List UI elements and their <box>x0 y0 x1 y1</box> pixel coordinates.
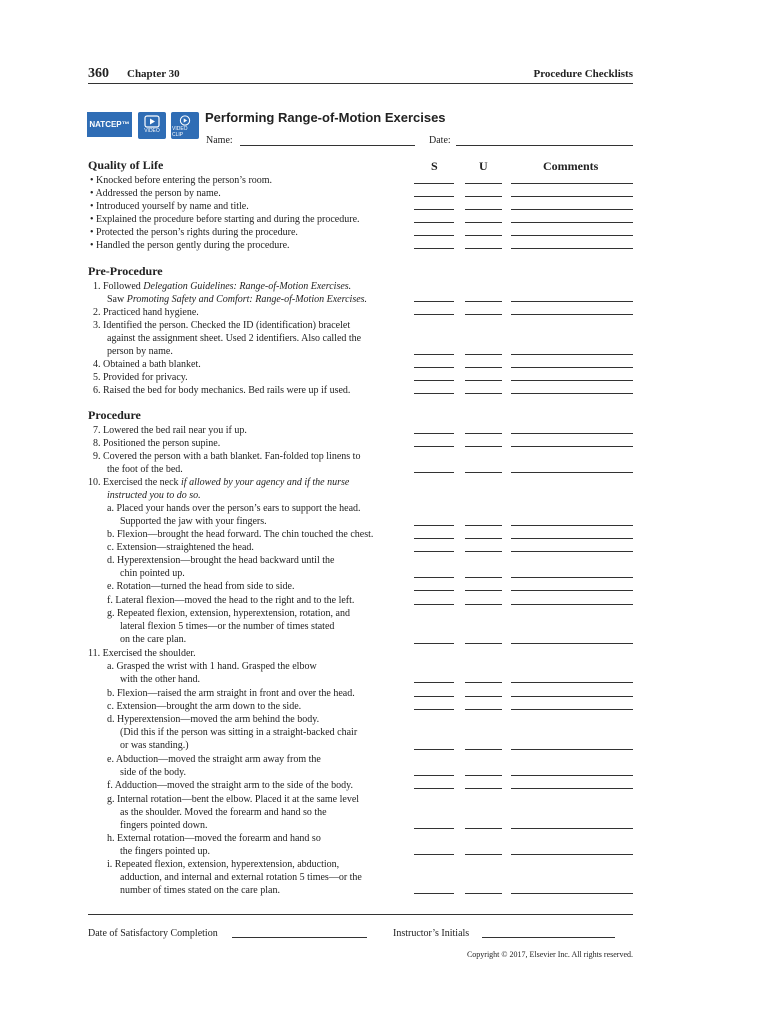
answer-line-u[interactable] <box>465 196 502 197</box>
answer-line-u[interactable] <box>465 354 502 355</box>
answer-line-s[interactable] <box>414 248 454 249</box>
list-item: the foot of the bed. <box>107 464 183 475</box>
answer-line-s[interactable] <box>414 222 454 223</box>
answer-line-u[interactable] <box>465 893 502 894</box>
answer-line-s[interactable] <box>414 380 454 381</box>
list-item: number of times stated on the care plan. <box>120 885 280 896</box>
list-item: h. External rotation—moved the forearm and hand so <box>107 833 321 844</box>
answer-line-comments[interactable] <box>511 248 633 249</box>
answer-line-u[interactable] <box>465 709 502 710</box>
answer-line-u[interactable] <box>465 604 502 605</box>
column-u: U <box>479 159 488 173</box>
answer-line-u[interactable] <box>465 775 502 776</box>
answer-line-s[interactable] <box>414 775 454 776</box>
answer-line-s[interactable] <box>414 643 454 644</box>
answer-line-u[interactable] <box>465 393 502 394</box>
section-heading-pre-procedure: Pre-Procedure <box>88 264 163 278</box>
list-item: • Knocked before entering the person’s room. <box>90 175 273 186</box>
answer-line-comments[interactable] <box>511 525 633 526</box>
list-item: with the other hand. <box>120 674 200 685</box>
answer-line-comments[interactable] <box>511 301 633 302</box>
column-s: S <box>431 159 438 173</box>
name-field[interactable] <box>240 145 415 146</box>
answer-line-s[interactable] <box>414 854 454 855</box>
answer-line-comments[interactable] <box>511 538 633 539</box>
answer-line-comments[interactable] <box>511 380 633 381</box>
answer-line-s[interactable] <box>414 828 454 829</box>
answer-line-comments[interactable] <box>511 577 633 578</box>
answer-line-s[interactable] <box>414 577 454 578</box>
list-item: 7. Lowered the bed rail near you if up. <box>93 425 247 436</box>
answer-line-comments[interactable] <box>511 367 633 368</box>
answer-line-s[interactable] <box>414 446 454 447</box>
answer-line-s[interactable] <box>414 314 454 315</box>
list-item: 5. Provided for privacy. <box>93 372 188 383</box>
list-item: c. Extension—brought the arm down to the side. <box>107 701 302 712</box>
copyright: Copyright © 2017, Elsevier Inc. All rights reserved. <box>466 950 633 959</box>
answer-line-comments[interactable] <box>511 696 633 697</box>
answer-line-s[interactable] <box>414 604 454 605</box>
answer-line-u[interactable] <box>465 446 502 447</box>
answer-line-u[interactable] <box>465 248 502 249</box>
list-item: e. Abduction—moved the straight arm away from the <box>107 754 321 765</box>
page-title: Performing Range-of-Motion Exercises <box>205 110 446 125</box>
answer-line-comments[interactable] <box>511 775 633 776</box>
answer-line-comments[interactable] <box>511 854 633 855</box>
answer-line-comments[interactable] <box>511 472 633 473</box>
answer-line-comments[interactable] <box>511 446 633 447</box>
answer-line-u[interactable] <box>465 209 502 210</box>
answer-line-s[interactable] <box>414 433 454 434</box>
list-item: e. Rotation—turned the head from side to side. <box>107 581 295 592</box>
answer-line-comments[interactable] <box>511 682 633 683</box>
list-item: adduction, and internal and external rotation 5 times—or the <box>120 872 362 883</box>
video-clip-badge-label: VIDEO CLIP <box>172 126 188 138</box>
video-badge-label: VIDEO <box>144 128 160 134</box>
answer-line-s[interactable] <box>414 551 454 552</box>
list-item: Saw Promoting Safety and Comfort: Range-of-Motion Exercises. <box>107 294 368 305</box>
answer-line-s[interactable] <box>414 525 454 526</box>
list-item: • Introduced yourself by name and title. <box>90 201 249 212</box>
natcep-badge: NATCEP™ <box>87 112 132 137</box>
answer-line-comments[interactable] <box>511 433 633 434</box>
answer-line-s[interactable] <box>414 301 454 302</box>
answer-line-u[interactable] <box>465 682 502 683</box>
list-item: 8. Positioned the person supine. <box>93 438 221 449</box>
list-item: f. Adduction—moved the straight arm to the side of the body. <box>107 780 353 791</box>
video-icon[interactable] <box>138 112 166 139</box>
answer-line-u[interactable] <box>465 222 502 223</box>
list-item: chin pointed up. <box>120 568 185 579</box>
answer-line-comments[interactable] <box>511 393 633 394</box>
answer-line-s[interactable] <box>414 682 454 683</box>
answer-line-u[interactable] <box>465 525 502 526</box>
list-item: (Did this if the person was sitting in a straight-backed chair <box>120 727 358 738</box>
list-item: • Protected the person’s rights during the procedure. <box>90 227 298 238</box>
answer-line-comments[interactable] <box>511 551 633 552</box>
answer-line-u[interactable] <box>465 788 502 789</box>
list-item: 6. Raised the bed for body mechanics. Bed rails were up if used. <box>93 385 351 396</box>
footer-rule <box>88 914 633 915</box>
answer-line-s[interactable] <box>414 709 454 710</box>
instructor-initials-field[interactable] <box>482 937 615 938</box>
answer-line-s[interactable] <box>414 788 454 789</box>
answer-line-u[interactable] <box>465 314 502 315</box>
answer-line-s[interactable] <box>414 696 454 697</box>
answer-line-comments[interactable] <box>511 604 633 605</box>
answer-line-s[interactable] <box>414 235 454 236</box>
answer-line-s[interactable] <box>414 749 454 750</box>
answer-line-s[interactable] <box>414 538 454 539</box>
list-item: 11. Exercised the shoulder. <box>88 648 196 659</box>
answer-line-s[interactable] <box>414 590 454 591</box>
date-completion-label: Date of Satisfactory Completion <box>88 928 218 939</box>
answer-line-u[interactable] <box>465 433 502 434</box>
answer-line-u[interactable] <box>465 590 502 591</box>
answer-line-u[interactable] <box>465 643 502 644</box>
answer-line-comments[interactable] <box>511 222 633 223</box>
answer-line-s[interactable] <box>414 393 454 394</box>
answer-line-u[interactable] <box>465 538 502 539</box>
list-item: on the care plan. <box>120 634 187 645</box>
answer-line-comments[interactable] <box>511 235 633 236</box>
date-completion-field[interactable] <box>232 937 367 938</box>
list-item: 10. Exercised the neck if allowed by your agency and if the nurse <box>88 477 350 488</box>
answer-line-u[interactable] <box>465 696 502 697</box>
answer-line-s[interactable] <box>414 209 454 210</box>
column-comments: Comments <box>543 159 599 173</box>
list-item: 9. Covered the person with a bath blanket. Fan-folded top linens to <box>93 451 361 462</box>
answer-line-u[interactable] <box>465 235 502 236</box>
answer-line-s[interactable] <box>414 183 454 184</box>
list-item: d. Hyperextension—brought the head backward until the <box>107 555 335 566</box>
answer-line-u[interactable] <box>465 380 502 381</box>
date-field[interactable] <box>456 145 633 146</box>
list-item: lateral flexion 5 times—or the number of times stated <box>120 621 335 632</box>
chapter-label: Chapter 30 <box>127 68 180 80</box>
answer-line-s[interactable] <box>414 354 454 355</box>
date-label: Date: <box>429 135 451 146</box>
answer-line-comments[interactable] <box>511 788 633 789</box>
answer-line-s[interactable] <box>414 367 454 368</box>
answer-line-u[interactable] <box>465 472 502 473</box>
list-item: a. Placed your hands over the person’s ears to support the head. <box>107 503 361 514</box>
answer-line-u[interactable] <box>465 577 502 578</box>
list-item: g. Repeated flexion, extension, hyperextension, rotation, and <box>107 608 350 619</box>
answer-line-u[interactable] <box>465 854 502 855</box>
answer-line-comments[interactable] <box>511 196 633 197</box>
list-item: against the assignment sheet. Used 2 identifiers. Also called the <box>107 333 362 344</box>
answer-line-u[interactable] <box>465 828 502 829</box>
list-item: Supported the jaw with your fingers. <box>120 516 267 527</box>
list-item: as the shoulder. Moved the forearm and hand so the <box>120 807 327 818</box>
video-clip-icon[interactable] <box>171 112 199 139</box>
list-item: i. Repeated flexion, extension, hyperextension, abduction, <box>107 859 340 870</box>
section-heading-quality-of-life: Quality of Life <box>88 158 164 172</box>
instructor-initials-label: Instructor’s Initials <box>393 928 470 939</box>
answer-line-comments[interactable] <box>511 590 633 591</box>
list-item: side of the body. <box>120 767 187 778</box>
list-item: c. Extension—straightened the head. <box>107 542 254 553</box>
section-label: Procedure Checklists <box>533 68 633 80</box>
section-heading-procedure: Procedure <box>88 408 141 422</box>
list-item: a. Grasped the wrist with 1 hand. Grasped the elbow <box>107 661 317 672</box>
answer-line-comments[interactable] <box>511 749 633 750</box>
list-item: • Handled the person gently during the procedure. <box>90 240 290 251</box>
list-item: d. Hyperextension—moved the arm behind the body. <box>107 714 320 725</box>
answer-line-comments[interactable] <box>511 709 633 710</box>
list-item: b. Flexion—brought the head forward. The chin touched the chest. <box>107 529 374 540</box>
answer-line-comments[interactable] <box>511 314 633 315</box>
list-item: instructed you to do so. <box>107 490 201 501</box>
list-item: 1. Followed Delegation Guidelines: Range-of-Motion Exercises. <box>93 281 352 292</box>
answer-line-u[interactable] <box>465 301 502 302</box>
answer-line-s[interactable] <box>414 196 454 197</box>
answer-line-s[interactable] <box>414 893 454 894</box>
answer-line-u[interactable] <box>465 749 502 750</box>
list-item: b. Flexion—raised the arm straight in front and over the head. <box>107 688 355 699</box>
page-number: 360 <box>88 66 109 81</box>
answer-line-u[interactable] <box>465 367 502 368</box>
list-item: fingers pointed down. <box>120 820 208 831</box>
list-item: person by name. <box>107 346 173 357</box>
list-item: f. Lateral flexion—moved the head to the right and to the left. <box>107 595 355 606</box>
list-item: • Explained the procedure before starting and during the procedure. <box>90 214 360 225</box>
answer-line-s[interactable] <box>414 472 454 473</box>
list-item: 4. Obtained a bath blanket. <box>93 359 201 370</box>
answer-line-comments[interactable] <box>511 354 633 355</box>
list-item: 2. Practiced hand hygiene. <box>93 307 199 318</box>
list-item: g. Internal rotation—bent the elbow. Placed it at the same level <box>107 794 360 805</box>
answer-line-u[interactable] <box>465 551 502 552</box>
answer-line-comments[interactable] <box>511 893 633 894</box>
answer-line-comments[interactable] <box>511 643 633 644</box>
list-item: 3. Identified the person. Checked the ID (identification) bracelet <box>93 320 351 331</box>
name-label: Name: <box>206 135 233 146</box>
answer-line-comments[interactable] <box>511 828 633 829</box>
answer-line-comments[interactable] <box>511 183 633 184</box>
list-item: or was standing.) <box>120 740 189 751</box>
answer-line-comments[interactable] <box>511 209 633 210</box>
answer-line-u[interactable] <box>465 183 502 184</box>
list-item: the fingers pointed up. <box>120 846 210 857</box>
list-item: • Addressed the person by name. <box>90 188 221 199</box>
header-rule <box>88 83 633 84</box>
